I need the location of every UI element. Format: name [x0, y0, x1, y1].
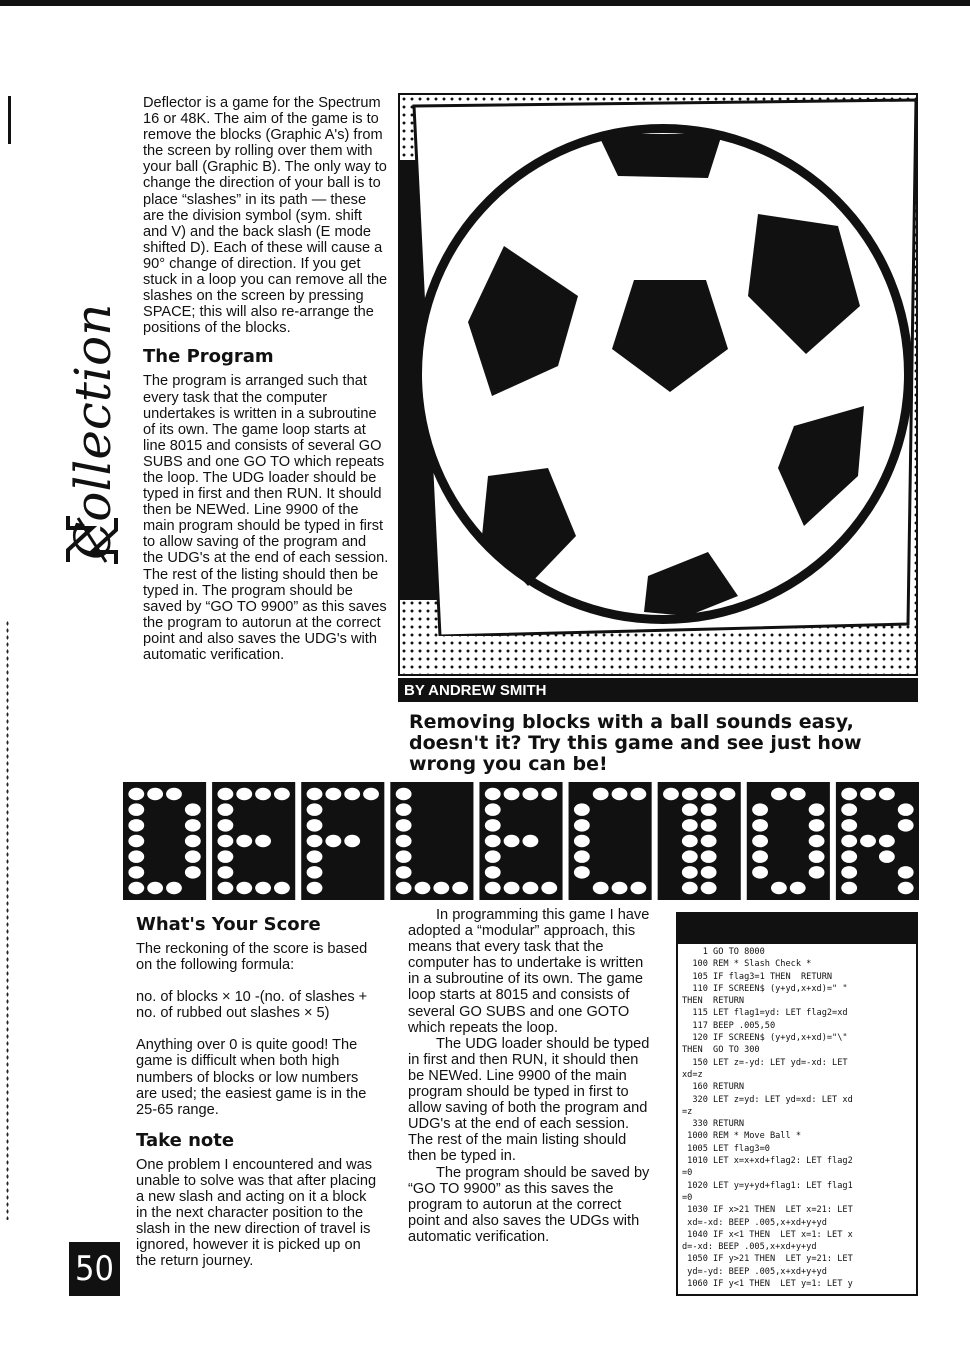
- title-dot: [396, 835, 412, 848]
- title-dot: [485, 788, 501, 801]
- title-dot: [752, 866, 768, 879]
- title-dot: [217, 835, 233, 848]
- programming-column: [408, 907, 652, 1245]
- title-dot: [612, 882, 628, 895]
- title-dot: [841, 882, 857, 895]
- title-dot-matrix: [123, 782, 919, 900]
- title-dot: [166, 882, 182, 895]
- title-dot: [701, 788, 717, 801]
- program-heading: The Program: [143, 346, 274, 368]
- title-dot: [396, 819, 412, 832]
- listing-code: 1 GO TO 8000 100 REM * Slash Check * 105 IF flag3=1 THEN RETURN 110 IF SCREEN$ (y+yd,x+xd)=" " THEN RETURN 115 LET flag1=yd: LET flag2=xd 117 BEEP .005,50 120 IF SCREEN$ (y+yd,x+xd)="\" THEN GO TO 300 150 LET z=-yd: LET yd=-xd: LET xd=z 160 RETURN 320 LET z=yd: LET yd=xd: LET xd =z 330 RETURN 1000 REM * Move Ball * 1005 LET flag3=0 1010 LET x=x+xd+flag2: LET flag2 =0 1020 LET y=y+yd+flag1: LET flag1 =0 1030 IF x>21 THEN LET x=21: LET xd=-xd: BEEP .005,x+xd+y+yd 1040 IF x<1 THEN LET x=1: LET x d=-xd: BEEP .005,x+xd+y+yd 1050 IF y>21 THEN LET y=21: LET yd=-yd: BEEP .005,x+xd+y+yd 1060 IF y<1 THEN LET y=1: LET y: [682, 947, 853, 1290]
- title-dot: [752, 819, 768, 832]
- title-dot: [307, 819, 323, 832]
- title-dot: [363, 788, 379, 801]
- title-dot: [504, 835, 520, 848]
- title-dot: [898, 803, 914, 816]
- title-dot: [307, 866, 323, 879]
- title-dot: [485, 850, 501, 863]
- title-dot: [682, 850, 698, 863]
- title-dot: [255, 788, 271, 801]
- title-dot: [809, 819, 825, 832]
- title-dot: [898, 882, 914, 895]
- title-dot: [396, 788, 412, 801]
- title-dot: [325, 835, 341, 848]
- title-dot: [593, 788, 609, 801]
- title-dot: [523, 882, 539, 895]
- title-dot: [701, 882, 717, 895]
- title-dot: [898, 866, 914, 879]
- page-number: 50: [69, 1242, 120, 1296]
- title-dot: [433, 882, 449, 895]
- title-dot: [541, 788, 557, 801]
- title-dot: [682, 835, 698, 848]
- title-dot: [185, 803, 201, 816]
- top-rule: [0, 0, 970, 6]
- standfirst: Removing blocks with a ball sounds easy, doesn't it? Try this game and see just how wrong you can be!: [409, 711, 862, 775]
- binding-dots: [6, 620, 9, 1220]
- title-dot: [485, 882, 501, 895]
- title-dot: [128, 866, 144, 879]
- title-dot: [574, 803, 590, 816]
- title-dot: [274, 788, 290, 801]
- programming-paragraph-3: The program should be saved by “GO TO 9900” as this saves the program to autorun at the correct point and also saves the UDGs with automatic verification.: [408, 1164, 650, 1245]
- title-dot: [185, 850, 201, 863]
- title-dot: [701, 819, 717, 832]
- title-dot: [236, 788, 252, 801]
- title-dot: [574, 819, 590, 832]
- title-dot: [682, 803, 698, 816]
- program-listing: [676, 912, 918, 1296]
- title-dot: [574, 850, 590, 863]
- title-dot: [344, 788, 360, 801]
- take-note-paragraph: One problem I encountered and was unable to solve was that after placing a new slash and acting on it a block in the next character position to the slash in the new direction of travel is ignored, however it is picked up on the return journey.: [136, 1156, 377, 1270]
- title-dot: [682, 788, 698, 801]
- title-dot: [809, 866, 825, 879]
- title-dot: [701, 803, 717, 816]
- intro-column: [143, 95, 389, 663]
- score-comment: Anything over 0 is quite good! The game is difficult when both high numbers of blocks or low numbers are used; the easiest game is in the 25-65 range.: [136, 1037, 367, 1118]
- title-dot: [236, 835, 252, 848]
- title-dot: [790, 788, 806, 801]
- sidebar-collection-label: [62, 160, 124, 560]
- title-dot: [217, 803, 233, 816]
- title-dot: [236, 882, 252, 895]
- title-dot: [860, 788, 876, 801]
- title-dot: [217, 788, 233, 801]
- title-dot: [574, 835, 590, 848]
- title-dot: [307, 803, 323, 816]
- title-dot: [325, 788, 341, 801]
- title-dot: [612, 788, 628, 801]
- title-dot: [523, 788, 539, 801]
- title-dot: [809, 850, 825, 863]
- title-dot: [752, 850, 768, 863]
- title-dot: [720, 788, 736, 801]
- title-dot: [841, 803, 857, 816]
- score-formula: no. of blocks × 10 -(no. of slashes + no. of rubbed out slashes × 5): [136, 989, 368, 1022]
- score-column: [136, 914, 380, 1270]
- title-dot: [166, 788, 182, 801]
- football-illustration: [408, 96, 918, 636]
- title-dot: [879, 835, 895, 848]
- byline: BY ANDREW SMITH: [398, 678, 918, 702]
- title-dot: [307, 835, 323, 848]
- title-dot: [128, 819, 144, 832]
- title-dot: [255, 835, 271, 848]
- programming-paragraph-1: In programming this game I have adopted a “modular” approach, this means that every task that the computer has to undertake is written in a subroutine of its own. The game loop starts at 8015 and consists of several GO SUBS and one GOTO which repeats the loop.: [408, 907, 650, 1036]
- title-dot: [485, 803, 501, 816]
- sidebar-label-text: Collection: [64, 303, 122, 560]
- title-dot: [809, 803, 825, 816]
- title-dot: [841, 788, 857, 801]
- title-dot: [682, 819, 698, 832]
- title-dot: [396, 866, 412, 879]
- title-dot: [147, 788, 163, 801]
- title-dot: [185, 866, 201, 879]
- intro-paragraph: Deflector is a game for the Spectrum 16 or 48K. The aim of the game is to remove the blocks (Graphic A's) from the screen by rolling over them with your ball (Graphic B). The only way to change the direction of your ball is to place “slashes” in its path — these are the division symbol (sym. shift and V) and the back slash (E mode shifted D). Each of these will cause a 90° change of direction. If you get stuck in a loop you can remove all the slashes on the screen by pressing SPACE; this will also re-arrange the positions of the blocks.: [143, 95, 388, 337]
- title-dot: [452, 882, 468, 895]
- title-dot: [128, 835, 144, 848]
- title-dot: [147, 882, 163, 895]
- title-dot: [504, 788, 520, 801]
- title-dot: [593, 882, 609, 895]
- title-dot: [485, 835, 501, 848]
- title-dot: [879, 850, 895, 863]
- title-dot: [217, 882, 233, 895]
- title-dot: [682, 866, 698, 879]
- title-banner: [123, 782, 919, 900]
- title-dot: [128, 803, 144, 816]
- title-dot: [630, 788, 646, 801]
- title-dot: [752, 803, 768, 816]
- title-dot: [344, 835, 360, 848]
- title-dot: [841, 866, 857, 879]
- title-dot: [307, 850, 323, 863]
- title-dot: [809, 835, 825, 848]
- title-dot: [128, 788, 144, 801]
- zx-logo-icon: [62, 510, 122, 570]
- title-dot: [396, 850, 412, 863]
- title-dot: [630, 882, 646, 895]
- title-dot: [663, 788, 679, 801]
- title-dot: [504, 882, 520, 895]
- title-dot: [682, 882, 698, 895]
- title-dot: [541, 882, 557, 895]
- title-dot: [771, 788, 787, 801]
- title-dot: [128, 882, 144, 895]
- margin-mark: [8, 96, 11, 144]
- title-dot: [752, 835, 768, 848]
- title-dot: [217, 866, 233, 879]
- programming-paragraph-2: The UDG loader should be typed in first and then RUN, it should then be NEWed. Line 9900 of the main program should be typed in first to allow saving of both the program and UDG's at the end of each session. The rest of the main listing should then be typed in.: [408, 1035, 650, 1165]
- title-dot: [185, 819, 201, 832]
- title-dot: [485, 866, 501, 879]
- title-dot: [841, 819, 857, 832]
- title-dot: [841, 850, 857, 863]
- title-dot: [879, 788, 895, 801]
- title-dot: [217, 819, 233, 832]
- title-dot: [898, 819, 914, 832]
- title-dot: [701, 866, 717, 879]
- title-dot: [307, 882, 323, 895]
- take-note-heading: Take note: [136, 1129, 235, 1151]
- title-dot: [701, 850, 717, 863]
- title-dot: [485, 819, 501, 832]
- title-dot: [701, 835, 717, 848]
- score-heading: What's Your Score: [136, 914, 321, 935]
- title-dot: [415, 882, 431, 895]
- title-dot: [274, 882, 290, 895]
- title-dot: [396, 803, 412, 816]
- title-dot: [307, 788, 323, 801]
- listing-header-bar: [678, 914, 916, 944]
- title-dot: [185, 835, 201, 848]
- title-dot: [255, 882, 271, 895]
- title-dot: [128, 850, 144, 863]
- title-dot: [841, 835, 857, 848]
- title-dot: [523, 835, 539, 848]
- title-dot: [860, 835, 876, 848]
- program-paragraph: The program is arranged such that every task that the computer undertakes is written in a subroutine of its own. The game loop starts at line 8015 and consists of several GO SUBS and one GO TO which repeats the loop. The UDG loader should be typed in first and then RUN. It should then be NEWed. Line 9900 of the main program should be typed in first to allow saving of the program and the UDG's at the end of each session. The rest of the listing should then be typed in. The program should be saved by “GO TO 9900” as this saves the program to autorun at the correct point and also saves the UDG's with automatic verification.: [143, 373, 389, 663]
- score-intro: The reckoning of the score is based on the following formula:: [136, 941, 368, 974]
- title-dot: [217, 850, 233, 863]
- title-dot: [396, 882, 412, 895]
- title-dot: [574, 866, 590, 879]
- title-dot: [790, 882, 806, 895]
- title-dot: [771, 882, 787, 895]
